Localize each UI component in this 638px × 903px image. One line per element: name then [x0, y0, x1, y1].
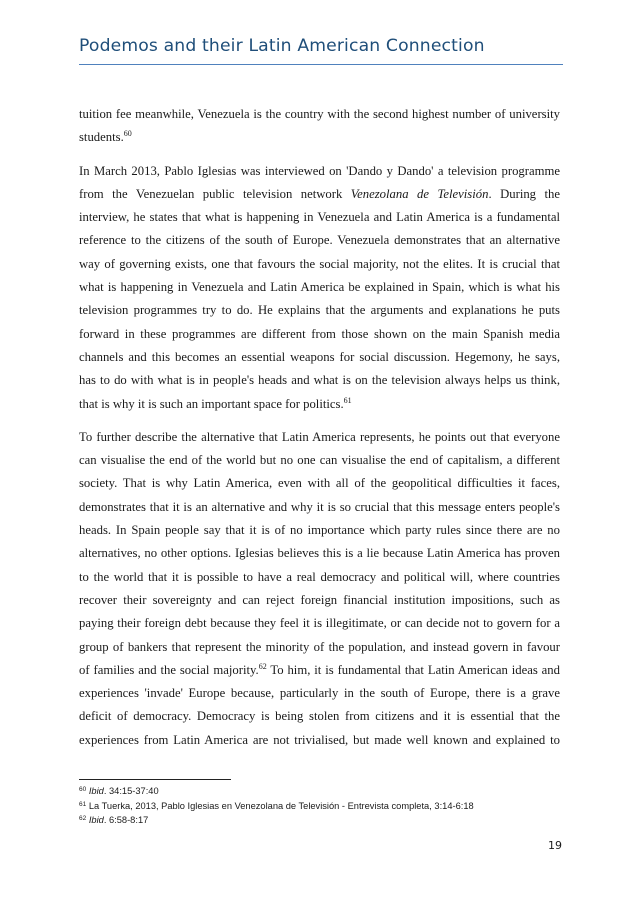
- text-line: In March 2013, Pablo Iglesias was interviewed on 'Dando y Dando' a television programme: [79, 163, 560, 178]
- footnote-62: [79, 813, 563, 828]
- footnote-number: 60: [79, 786, 87, 793]
- page-number: 19: [548, 839, 562, 852]
- text-line: channels and this becomes an essential weapons for social discussion. Hegemony, he says,: [79, 349, 560, 364]
- body-text: [79, 103, 560, 762]
- header-rule: [79, 64, 563, 65]
- footnote-ref-60: 60: [123, 129, 132, 139]
- text-line: paying their foreign debt because they feel it is illegitimate, or can decide not to govern for a: [79, 616, 560, 631]
- footnote-text: La Tuerka, 2013, Pablo Iglesias en Venezolana de Televisión - Entrevista completa, 3:14-6:18: [86, 800, 474, 811]
- text-line: [79, 126, 560, 149]
- text-line: [79, 393, 560, 416]
- network-name: Venezolana de Televisión: [350, 186, 489, 201]
- text-line: society. That is why Latin America, even with all of the geopolitical difficulties it faces,: [79, 476, 560, 491]
- line-text: that is why it is such an important space for politics.: [79, 396, 344, 411]
- text-line: heads. In Spain people say that it is of no importance which party rules since there are no: [79, 523, 560, 538]
- text-line: experiences from Latin America are not trivialised, but made well known and explained to: [79, 732, 560, 747]
- paragraph-3: [79, 426, 560, 752]
- footnote-61: [79, 799, 563, 814]
- paragraph-1: [79, 103, 560, 150]
- text-line: [79, 659, 560, 682]
- text-line: to the world that it is possible to have a real democracy and political will, where countries: [79, 569, 560, 584]
- text-line: recover their sovereignty and can reject foreign financial institution impositions, such as: [79, 592, 560, 607]
- text-line: interview, he states that what is happening in Venezuela and Latin America is a fundamental: [79, 210, 560, 225]
- text-line: To further describe the alternative that Latin America represents, he points out that everyone: [79, 429, 560, 444]
- running-header: Podemos and their Latin American Connection: [79, 36, 485, 56]
- text-line: forward in these programmes are different from those shown on the main Spanish media: [79, 326, 560, 341]
- text-line: alternatives, no other options. Iglesias believes this is a lie because Latin America has proven: [79, 546, 560, 561]
- footnote-separator: [79, 779, 231, 780]
- line-text: . During the: [488, 186, 560, 201]
- text-line: tuition fee meanwhile, Venezuela is the country with the second highest number of university: [79, 107, 560, 121]
- text-line: reference to the citizens of the south of Europe. Venezuela demonstrates that an alternative: [79, 233, 560, 248]
- text-line: what is happening in Venezuela and Latin America be explained in Spain, which is what his: [79, 280, 560, 295]
- text-line: can visualise the end of the world but no one can visualise the end of capitalism, a different: [79, 453, 560, 468]
- text-line: demonstrates that it is an alternative and why it is so crucial that this message enters people's: [79, 499, 560, 514]
- footnote-text: . 6:58-8:17: [103, 815, 149, 825]
- footnote-italic: Ibid: [88, 815, 104, 825]
- line-text: from the Venezuelan public television network: [79, 186, 351, 201]
- text-line: has to do with what is in people's heads and what is on the television always helps us think,: [79, 373, 560, 388]
- footnote-text: . 34:15-37:40: [103, 786, 159, 796]
- line-text: students.: [79, 130, 124, 145]
- text-line: television programmes try to do. He explains that the arguments and explanations he puts: [79, 303, 560, 318]
- text-line: group of bankers that represent the minority of the population, and instead govern in favour: [79, 639, 560, 654]
- footnote-ref-61: 61: [343, 395, 352, 405]
- paragraph-2: [79, 160, 560, 416]
- text-line: deficit of democracy. Democracy is being stolen from citizens and it is essential that the: [79, 709, 560, 724]
- footnotes: [79, 784, 563, 828]
- footnote-number: 62: [79, 815, 87, 822]
- footnote-number: 61: [79, 800, 87, 808]
- footnote-ref-62: 62: [258, 661, 267, 671]
- footnote-60: [79, 784, 563, 799]
- text-line: experiences 'invade' Europe because, particularly in the south of Europe, there is a grave: [79, 686, 560, 701]
- line-text: of families and the social majority.: [79, 662, 259, 677]
- line-text: To him, it is fundamental that Latin American ideas and: [266, 662, 560, 677]
- footnote-italic: Ibid: [88, 786, 104, 796]
- text-line: [79, 183, 560, 206]
- text-line: way of governing exists, one that favours the social majority, not the elites. It is crucial that: [79, 256, 560, 271]
